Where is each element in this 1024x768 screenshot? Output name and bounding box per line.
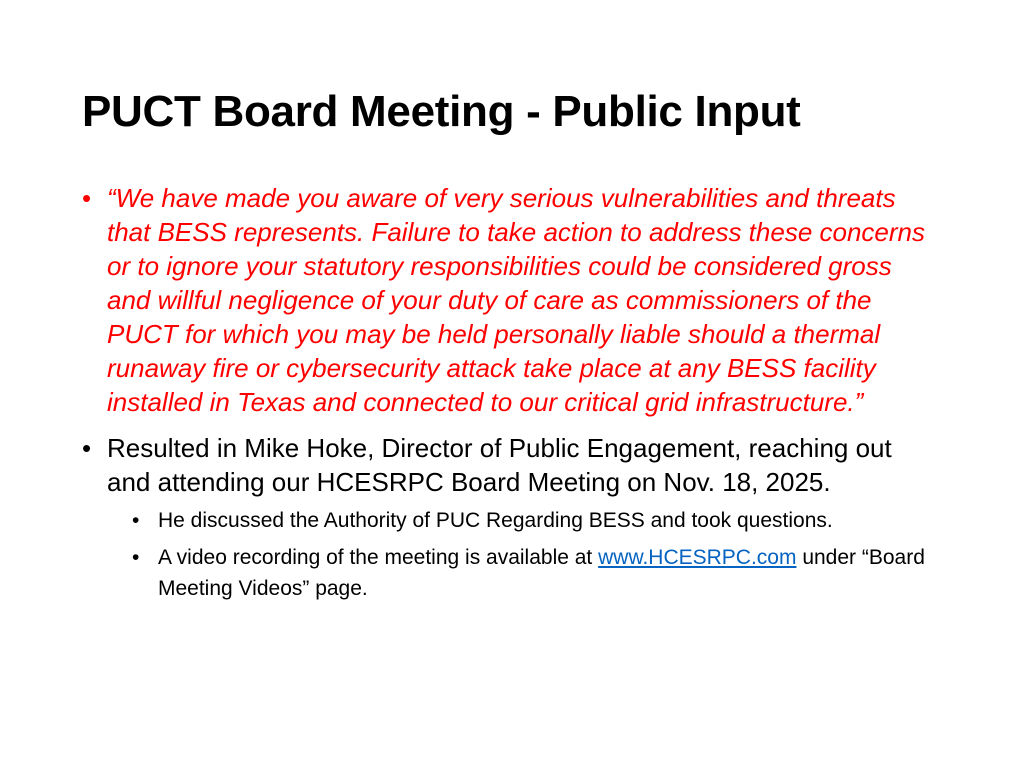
slide-title: PUCT Board Meeting - Public Input bbox=[82, 87, 801, 136]
sub-bullet-video bbox=[132, 542, 962, 604]
slide-content bbox=[82, 181, 962, 610]
bullet-icon: • bbox=[82, 433, 92, 463]
bullet-icon: • bbox=[82, 183, 92, 213]
sub-bullet-discussion bbox=[132, 505, 962, 536]
bullet-icon: • bbox=[132, 546, 140, 569]
sub-bullet-list bbox=[82, 505, 962, 604]
website-link[interactable]: www.HCESRPC.com bbox=[598, 546, 797, 569]
bullet-icon: • bbox=[132, 509, 140, 532]
result-text: Resulted in Mike Hoke, Director of Public Engagement, reaching out and attending our HCESRPC Board Meeting on Nov. 18, 2025. bbox=[107, 433, 892, 497]
discussion-text: He discussed the Authority of PUC Regarding BESS and took questions. bbox=[158, 509, 833, 532]
result-bullet bbox=[82, 431, 942, 499]
quote-bullet bbox=[82, 181, 942, 419]
video-text-prefix: A video recording of the meeting is available at bbox=[158, 546, 599, 569]
video-text-suffix: under “Board Meeting Videos” page. bbox=[158, 546, 925, 600]
quote-text: “We have made you aware of very serious vulnerabilities and threats that BESS represents. Failure to take action to address these concerns or to ignore your statutory responsibilities could be considered gross and willful negligence of your duty of care as commissioners of the PUCT for which you may be held personally liable should a thermal runaway fire or cybersecurity attack take place at any BESS facility installed in Texas and connected to our critical grid infrastructure.” bbox=[107, 183, 925, 417]
